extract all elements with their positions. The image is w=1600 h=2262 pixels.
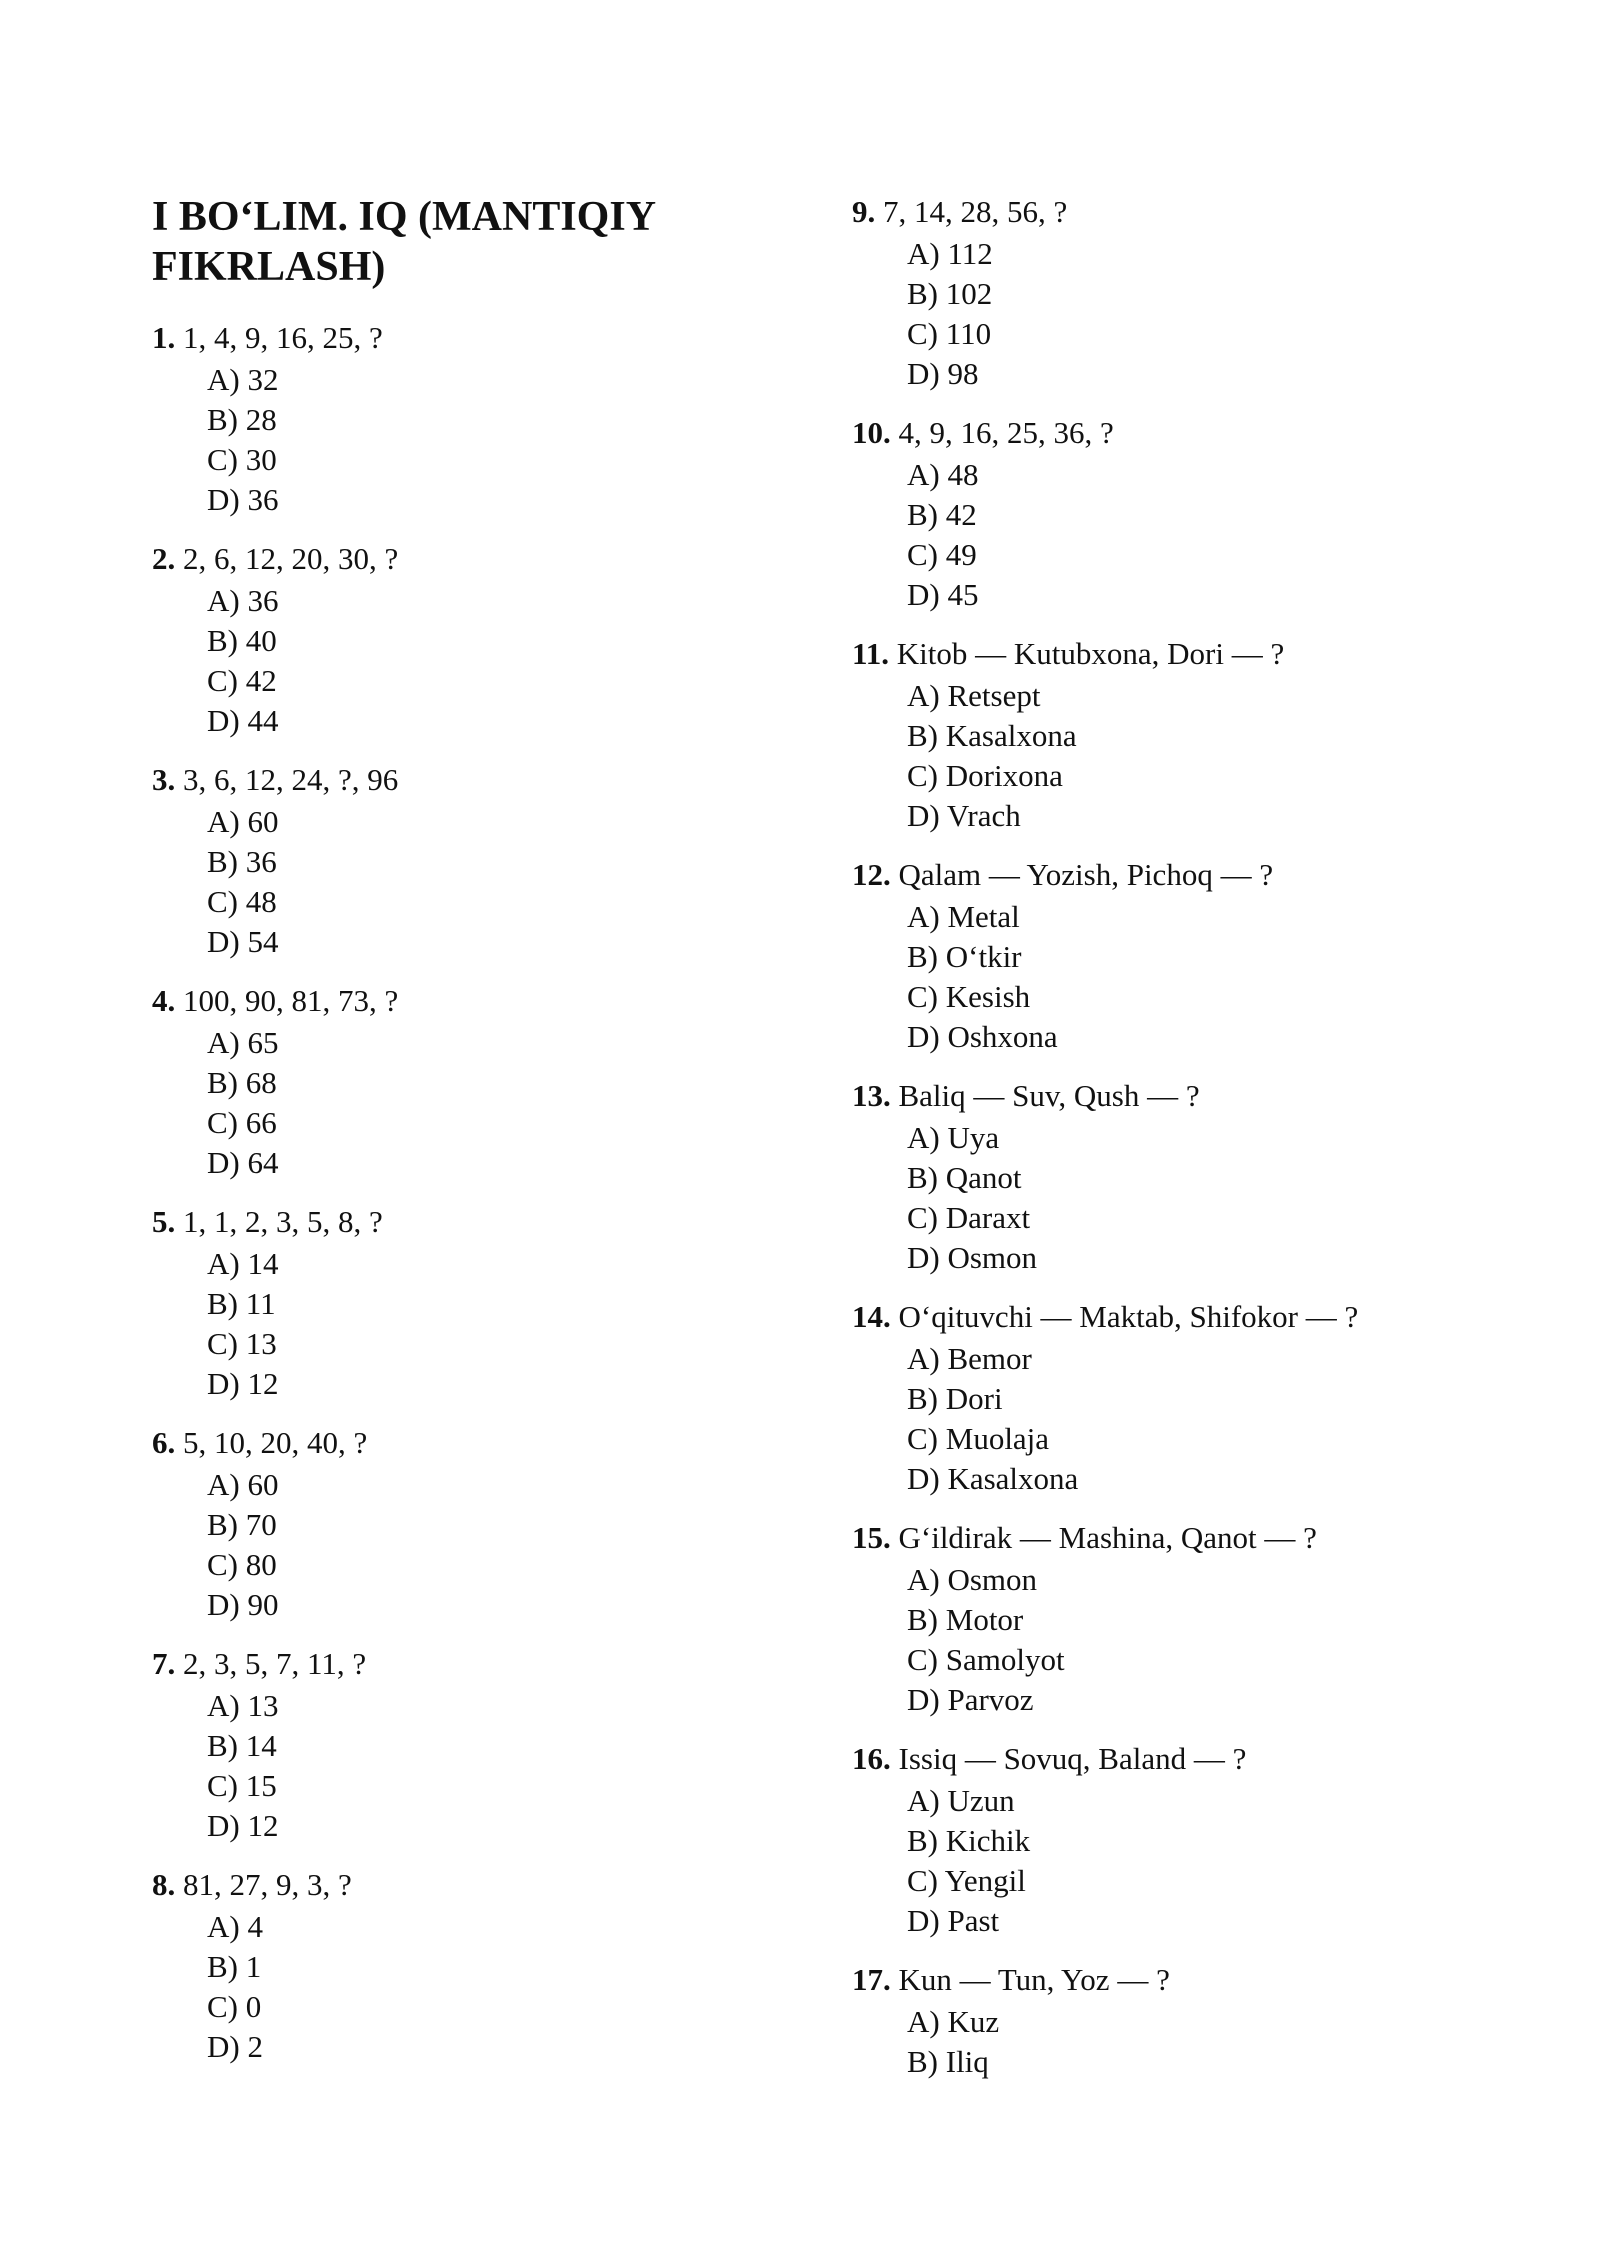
question-prompt xyxy=(852,1739,1246,1781)
answer-option: B) Kasalxona xyxy=(907,718,1077,753)
answer-option: A) Kuz xyxy=(907,2004,1000,2039)
answer-option: D) Vrach xyxy=(907,798,1021,833)
question-text: 4, 9, 16, 25, 36, ? xyxy=(898,415,1114,450)
question-text: 1, 1, 2, 3, 5, 8, ? xyxy=(183,1204,383,1239)
question-item xyxy=(852,1960,1170,2082)
answer-option: A) 4 xyxy=(207,1909,263,1944)
answer-option: A) Uya xyxy=(907,1120,1000,1155)
answer-option: D) 12 xyxy=(207,1808,279,1843)
answer-option: B) 40 xyxy=(207,623,277,658)
answer-options xyxy=(152,1465,367,1625)
answer-option: B) 68 xyxy=(207,1065,277,1100)
answer-option: C) Samolyot xyxy=(907,1642,1065,1677)
answer-option: D) 2 xyxy=(207,2029,263,2064)
question-prompt xyxy=(852,1960,1170,2002)
answer-option: B) 42 xyxy=(907,497,977,532)
answer-option: C) 48 xyxy=(207,884,277,919)
question-text: 5, 10, 20, 40, ? xyxy=(183,1425,368,1460)
question-item xyxy=(152,1202,383,1404)
answer-option: A) 48 xyxy=(907,457,979,492)
question-item xyxy=(852,1518,1317,1720)
answer-option: D) 45 xyxy=(907,577,979,612)
question-item xyxy=(152,539,398,741)
question-text: 7, 14, 28, 56, ? xyxy=(883,194,1068,229)
answer-option: A) Bemor xyxy=(907,1341,1032,1376)
question-number: 1. xyxy=(152,320,176,355)
question-prompt xyxy=(852,1297,1358,1339)
answer-option: D) 12 xyxy=(207,1366,279,1401)
question-prompt xyxy=(852,413,1114,455)
answer-option: B) Motor xyxy=(907,1602,1024,1637)
question-prompt xyxy=(852,1518,1317,1560)
answer-options xyxy=(152,360,383,520)
answer-options xyxy=(852,897,1273,1057)
question-number: 14. xyxy=(852,1299,891,1334)
question-text: G‘ildirak — Mashina, Qanot — ? xyxy=(898,1520,1317,1555)
answer-option: D) Oshxona xyxy=(907,1019,1058,1054)
answer-options xyxy=(152,1686,366,1846)
answer-option: A) Metal xyxy=(907,899,1020,934)
answer-option: C) Dorixona xyxy=(907,758,1063,793)
answer-option: B) 14 xyxy=(207,1728,277,1763)
question-text: Baliq — Suv, Qush — ? xyxy=(898,1078,1200,1113)
answer-option: D) 36 xyxy=(207,482,279,517)
answer-option: C) 15 xyxy=(207,1768,277,1803)
question-text: 1, 4, 9, 16, 25, ? xyxy=(183,320,383,355)
question-item xyxy=(852,1297,1358,1499)
answer-options xyxy=(852,455,1114,615)
answer-option: C) Muolaja xyxy=(907,1421,1050,1456)
answer-options xyxy=(852,1781,1246,1941)
answer-option: A) 36 xyxy=(207,583,279,618)
answer-option: A) 112 xyxy=(907,236,993,271)
answer-options xyxy=(152,802,398,962)
question-item xyxy=(852,634,1284,836)
question-item xyxy=(852,855,1273,1057)
answer-option: D) 98 xyxy=(907,356,979,391)
question-item xyxy=(152,1423,367,1625)
question-item xyxy=(152,1644,366,1846)
question-number: 4. xyxy=(152,983,176,1018)
answer-options xyxy=(152,1023,398,1183)
question-prompt xyxy=(852,1076,1200,1118)
answer-options xyxy=(152,1907,352,2067)
question-text: 81, 27, 9, 3, ? xyxy=(183,1867,352,1902)
question-prompt xyxy=(852,634,1284,676)
answer-option: D) 64 xyxy=(207,1145,279,1180)
question-number: 3. xyxy=(152,762,176,797)
question-number: 5. xyxy=(152,1204,176,1239)
question-number: 17. xyxy=(852,1962,891,1997)
question-text: 100, 90, 81, 73, ? xyxy=(183,983,399,1018)
answer-option: D) Kasalxona xyxy=(907,1461,1079,1496)
question-number: 8. xyxy=(152,1867,176,1902)
question-prompt xyxy=(152,1865,352,1907)
answer-option: B) Dori xyxy=(907,1381,1003,1416)
answer-option: A) Retsept xyxy=(907,678,1041,713)
answer-option: C) 13 xyxy=(207,1326,277,1361)
answer-option: B) O‘tkir xyxy=(907,939,1022,974)
answer-options xyxy=(852,234,1067,394)
answer-options xyxy=(852,1339,1358,1499)
question-item xyxy=(152,760,398,962)
question-prompt xyxy=(152,539,398,581)
answer-options xyxy=(152,1244,383,1404)
question-prompt xyxy=(152,1423,367,1465)
question-text: Kitob — Kutubxona, Dori — ? xyxy=(896,636,1285,671)
answer-option: B) Iliq xyxy=(907,2044,989,2079)
question-number: 13. xyxy=(852,1078,891,1113)
question-number: 11. xyxy=(852,636,890,671)
question-text: Issiq — Sovuq, Baland — ? xyxy=(898,1741,1247,1776)
answer-option: B) 70 xyxy=(207,1507,277,1542)
answer-option: C) 42 xyxy=(207,663,277,698)
answer-option: B) 36 xyxy=(207,844,277,879)
question-text: 2, 3, 5, 7, 11, ? xyxy=(183,1646,367,1681)
answer-option: C) Daraxt xyxy=(907,1200,1031,1235)
answer-options xyxy=(852,1118,1200,1278)
answer-option: D) 44 xyxy=(207,703,279,738)
question-text: Qalam — Yozish, Pichoq — ? xyxy=(898,857,1274,892)
answer-option: B) 102 xyxy=(907,276,993,311)
question-number: 2. xyxy=(152,541,176,576)
answer-option: C) 0 xyxy=(207,1989,262,2024)
answer-option: C) 80 xyxy=(207,1547,277,1582)
answer-option: B) 11 xyxy=(207,1286,276,1321)
question-number: 9. xyxy=(852,194,876,229)
question-text: Kun — Tun, Yoz — ? xyxy=(898,1962,1170,1997)
question-number: 12. xyxy=(852,857,891,892)
answer-option: C) Kesish xyxy=(907,979,1031,1014)
question-prompt xyxy=(152,981,398,1023)
question-item xyxy=(152,318,383,520)
question-text: O‘qituvchi — Maktab, Shifokor — ? xyxy=(898,1299,1359,1334)
answer-options xyxy=(152,581,398,741)
answer-option: C) 30 xyxy=(207,442,277,477)
question-prompt xyxy=(152,1202,383,1244)
answer-option: D) 90 xyxy=(207,1587,279,1622)
answer-options xyxy=(852,2002,1170,2082)
answer-options xyxy=(852,676,1284,836)
question-item xyxy=(152,981,398,1183)
answer-option: D) Parvoz xyxy=(907,1682,1034,1717)
answer-option: A) 60 xyxy=(207,804,279,839)
answer-option: D) Past xyxy=(907,1903,1000,1938)
answer-option: B) 1 xyxy=(207,1949,262,1984)
question-text: 2, 6, 12, 20, 30, ? xyxy=(183,541,399,576)
question-number: 6. xyxy=(152,1425,176,1460)
answer-option: C) 66 xyxy=(207,1105,277,1140)
answer-option: B) Qanot xyxy=(907,1160,1022,1195)
answer-option: A) 14 xyxy=(207,1246,279,1281)
answer-option: A) 32 xyxy=(207,362,279,397)
answer-option: D) 54 xyxy=(207,924,279,959)
question-item xyxy=(852,192,1067,394)
answer-option: C) Yengil xyxy=(907,1863,1026,1898)
section-title: I BO‘LIM. IQ (MANTIQIY FIKRLASH) xyxy=(152,194,655,290)
question-item xyxy=(852,1076,1200,1278)
question-prompt xyxy=(152,318,383,360)
answer-option: A) 60 xyxy=(207,1467,279,1502)
question-number: 7. xyxy=(152,1646,176,1681)
question-item xyxy=(152,1865,352,2067)
answer-option: B) Kichik xyxy=(907,1823,1031,1858)
answer-option: B) 28 xyxy=(207,402,277,437)
question-item xyxy=(852,1739,1246,1941)
question-number: 10. xyxy=(852,415,891,450)
answer-option: A) 65 xyxy=(207,1025,279,1060)
answer-option: A) 13 xyxy=(207,1688,279,1723)
answer-option: A) Uzun xyxy=(907,1783,1015,1818)
question-item xyxy=(852,413,1114,615)
question-prompt xyxy=(852,855,1273,897)
question-prompt xyxy=(152,1644,366,1686)
answer-option: C) 49 xyxy=(907,537,977,572)
answer-option: D) Osmon xyxy=(907,1240,1038,1275)
question-number: 16. xyxy=(852,1741,891,1776)
answer-option: C) 110 xyxy=(907,316,992,351)
answer-options xyxy=(852,1560,1317,1720)
answer-option: A) Osmon xyxy=(907,1562,1038,1597)
question-number: 15. xyxy=(852,1520,891,1555)
question-prompt xyxy=(152,760,398,802)
question-prompt xyxy=(852,192,1067,234)
question-text: 3, 6, 12, 24, ?, 96 xyxy=(183,762,399,797)
